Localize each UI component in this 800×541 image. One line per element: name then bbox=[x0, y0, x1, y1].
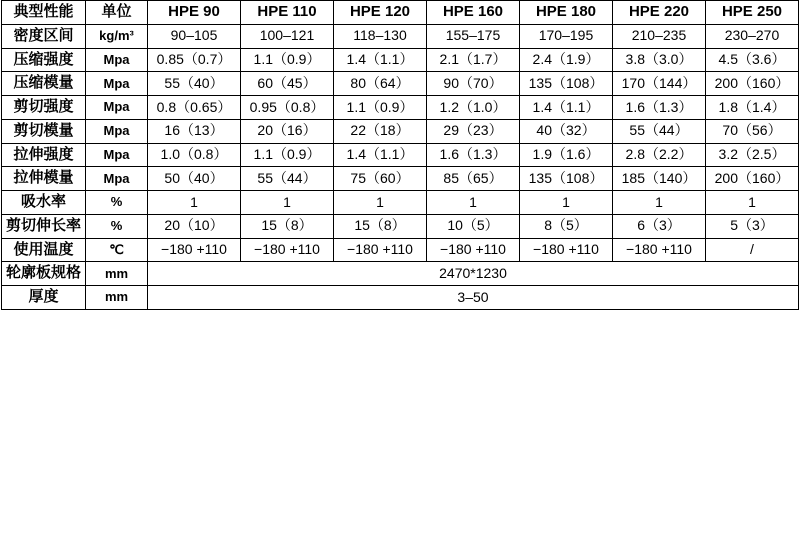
row-label-thickness: 厚度 bbox=[2, 286, 86, 310]
cell-shear-elongation-hpe120: 15（8） bbox=[334, 214, 427, 238]
table-row bbox=[2, 214, 799, 238]
row-unit-density: kg/m³ bbox=[86, 24, 148, 48]
row-unit-tensile-modulus: Mpa bbox=[86, 167, 148, 191]
table-row bbox=[2, 119, 799, 143]
cell-service-temperature-hpe180: −180 +110 bbox=[520, 238, 613, 262]
cell-compressive-modulus-hpe110: 60（45） bbox=[241, 72, 334, 96]
cell-shear-strength-hpe160: 1.2（1.0） bbox=[427, 96, 520, 120]
cell-compressive-modulus-hpe160: 90（70） bbox=[427, 72, 520, 96]
table-row bbox=[2, 48, 799, 72]
cell-water-absorption-hpe180: 1 bbox=[520, 191, 613, 215]
cell-tensile-modulus-hpe120: 75（60） bbox=[334, 167, 427, 191]
cell-tensile-strength-hpe250: 3.2（2.5） bbox=[706, 143, 799, 167]
cell-compressive-modulus-hpe220: 170（144） bbox=[613, 72, 706, 96]
cell-compressive-modulus-hpe250: 200（160） bbox=[706, 72, 799, 96]
row-unit-shear-modulus: Mpa bbox=[86, 119, 148, 143]
table-row bbox=[2, 191, 799, 215]
cell-shear-modulus-hpe120: 22（18） bbox=[334, 119, 427, 143]
cell-compressive-modulus-hpe90: 55（40） bbox=[148, 72, 241, 96]
header-unit-label: 单位 bbox=[86, 1, 148, 25]
row-label-shear-elongation: 剪切伸长率 bbox=[2, 214, 86, 238]
cell-compressive-strength-hpe160: 2.1（1.7） bbox=[427, 48, 520, 72]
cell-tensile-strength-hpe110: 1.1（0.9） bbox=[241, 143, 334, 167]
cell-shear-modulus-hpe220: 55（44） bbox=[613, 119, 706, 143]
row-unit-thickness: mm bbox=[86, 286, 148, 310]
row-label-tensile-strength: 拉伸强度 bbox=[2, 143, 86, 167]
cell-service-temperature-hpe90: −180 +110 bbox=[148, 238, 241, 262]
cell-density-hpe90: 90–105 bbox=[148, 24, 241, 48]
cell-shear-modulus-hpe110: 20（16） bbox=[241, 119, 334, 143]
header-property-label: 典型性能 bbox=[2, 1, 86, 25]
cell-shear-strength-hpe110: 0.95（0.8） bbox=[241, 96, 334, 120]
row-label-compressive-strength: 压缩强度 bbox=[2, 48, 86, 72]
cell-tensile-strength-hpe120: 1.4（1.1） bbox=[334, 143, 427, 167]
table-row bbox=[2, 167, 799, 191]
cell-compressive-strength-hpe110: 1.1（0.9） bbox=[241, 48, 334, 72]
cell-shear-modulus-hpe160: 29（23） bbox=[427, 119, 520, 143]
cell-compressive-strength-hpe180: 2.4（1.9） bbox=[520, 48, 613, 72]
cell-shear-strength-hpe250: 1.8（1.4） bbox=[706, 96, 799, 120]
cell-service-temperature-hpe110: −180 +110 bbox=[241, 238, 334, 262]
table-row bbox=[2, 262, 799, 286]
cell-tensile-strength-hpe180: 1.9（1.6） bbox=[520, 143, 613, 167]
row-unit-tensile-strength: Mpa bbox=[86, 143, 148, 167]
cell-shear-elongation-hpe110: 15（8） bbox=[241, 214, 334, 238]
cell-compressive-strength-hpe120: 1.4（1.1） bbox=[334, 48, 427, 72]
cell-tensile-strength-hpe160: 1.6（1.3） bbox=[427, 143, 520, 167]
cell-service-temperature-hpe160: −180 +110 bbox=[427, 238, 520, 262]
cell-density-hpe110: 100–121 bbox=[241, 24, 334, 48]
header-column-hpe90: HPE 90 bbox=[148, 1, 241, 25]
cell-shear-elongation-hpe90: 20（10） bbox=[148, 214, 241, 238]
cell-shear-elongation-hpe220: 6（3） bbox=[613, 214, 706, 238]
header-column-hpe180: HPE 180 bbox=[520, 1, 613, 25]
row-unit-compressive-modulus: Mpa bbox=[86, 72, 148, 96]
cell-density-hpe250: 230–270 bbox=[706, 24, 799, 48]
row-unit-service-temperature: ℃ bbox=[86, 238, 148, 262]
cell-panel-size-value: 2470*1230 bbox=[148, 262, 799, 286]
cell-tensile-modulus-hpe220: 185（140） bbox=[613, 167, 706, 191]
table-row bbox=[2, 143, 799, 167]
header-column-hpe220: HPE 220 bbox=[613, 1, 706, 25]
cell-tensile-modulus-hpe110: 55（44） bbox=[241, 167, 334, 191]
header-column-hpe160: HPE 160 bbox=[427, 1, 520, 25]
cell-service-temperature-hpe250: / bbox=[706, 238, 799, 262]
table-row bbox=[2, 24, 799, 48]
cell-shear-strength-hpe180: 1.4（1.1） bbox=[520, 96, 613, 120]
cell-shear-strength-hpe220: 1.6（1.3） bbox=[613, 96, 706, 120]
cell-density-hpe160: 155–175 bbox=[427, 24, 520, 48]
cell-compressive-modulus-hpe120: 80（64） bbox=[334, 72, 427, 96]
row-unit-shear-strength: Mpa bbox=[86, 96, 148, 120]
cell-tensile-modulus-hpe250: 200（160） bbox=[706, 167, 799, 191]
cell-density-hpe220: 210–235 bbox=[613, 24, 706, 48]
cell-thickness-value: 3–50 bbox=[148, 286, 799, 310]
cell-water-absorption-hpe250: 1 bbox=[706, 191, 799, 215]
row-label-shear-strength: 剪切强度 bbox=[2, 96, 86, 120]
table-header-row bbox=[2, 1, 799, 25]
row-label-panel-size: 轮廓板规格 bbox=[2, 262, 86, 286]
cell-shear-strength-hpe120: 1.1（0.9） bbox=[334, 96, 427, 120]
cell-compressive-strength-hpe90: 0.85（0.7） bbox=[148, 48, 241, 72]
table-row bbox=[2, 238, 799, 262]
row-unit-panel-size: mm bbox=[86, 262, 148, 286]
cell-water-absorption-hpe160: 1 bbox=[427, 191, 520, 215]
cell-shear-modulus-hpe180: 40（32） bbox=[520, 119, 613, 143]
cell-tensile-modulus-hpe180: 135（108） bbox=[520, 167, 613, 191]
cell-density-hpe180: 170–195 bbox=[520, 24, 613, 48]
cell-service-temperature-hpe120: −180 +110 bbox=[334, 238, 427, 262]
table-row bbox=[2, 286, 799, 310]
row-label-tensile-modulus: 拉伸模量 bbox=[2, 167, 86, 191]
cell-compressive-modulus-hpe180: 135（108） bbox=[520, 72, 613, 96]
cell-shear-modulus-hpe90: 16（13） bbox=[148, 119, 241, 143]
cell-service-temperature-hpe220: −180 +110 bbox=[613, 238, 706, 262]
row-unit-compressive-strength: Mpa bbox=[86, 48, 148, 72]
cell-water-absorption-hpe220: 1 bbox=[613, 191, 706, 215]
cell-tensile-modulus-hpe90: 50（40） bbox=[148, 167, 241, 191]
table-row bbox=[2, 72, 799, 96]
table-row bbox=[2, 96, 799, 120]
header-column-hpe110: HPE 110 bbox=[241, 1, 334, 25]
row-unit-shear-elongation: % bbox=[86, 214, 148, 238]
cell-shear-elongation-hpe160: 10（5） bbox=[427, 214, 520, 238]
cell-water-absorption-hpe120: 1 bbox=[334, 191, 427, 215]
header-column-hpe250: HPE 250 bbox=[706, 1, 799, 25]
row-label-service-temperature: 使用温度 bbox=[2, 238, 86, 262]
cell-water-absorption-hpe90: 1 bbox=[148, 191, 241, 215]
header-column-hpe120: HPE 120 bbox=[334, 1, 427, 25]
cell-tensile-modulus-hpe160: 85（65） bbox=[427, 167, 520, 191]
cell-compressive-strength-hpe250: 4.5（3.6） bbox=[706, 48, 799, 72]
cell-water-absorption-hpe110: 1 bbox=[241, 191, 334, 215]
specification-table bbox=[1, 0, 799, 310]
row-label-shear-modulus: 剪切模量 bbox=[2, 119, 86, 143]
cell-tensile-strength-hpe220: 2.8（2.2） bbox=[613, 143, 706, 167]
row-label-water-absorption: 吸水率 bbox=[2, 191, 86, 215]
row-unit-water-absorption: % bbox=[86, 191, 148, 215]
row-label-compressive-modulus: 压缩模量 bbox=[2, 72, 86, 96]
cell-compressive-strength-hpe220: 3.8（3.0） bbox=[613, 48, 706, 72]
cell-shear-elongation-hpe180: 8（5） bbox=[520, 214, 613, 238]
cell-density-hpe120: 118–130 bbox=[334, 24, 427, 48]
cell-tensile-strength-hpe90: 1.0（0.8） bbox=[148, 143, 241, 167]
cell-shear-modulus-hpe250: 70（56） bbox=[706, 119, 799, 143]
cell-shear-strength-hpe90: 0.8（0.65） bbox=[148, 96, 241, 120]
row-label-density: 密度区间 bbox=[2, 24, 86, 48]
cell-shear-elongation-hpe250: 5（3） bbox=[706, 214, 799, 238]
